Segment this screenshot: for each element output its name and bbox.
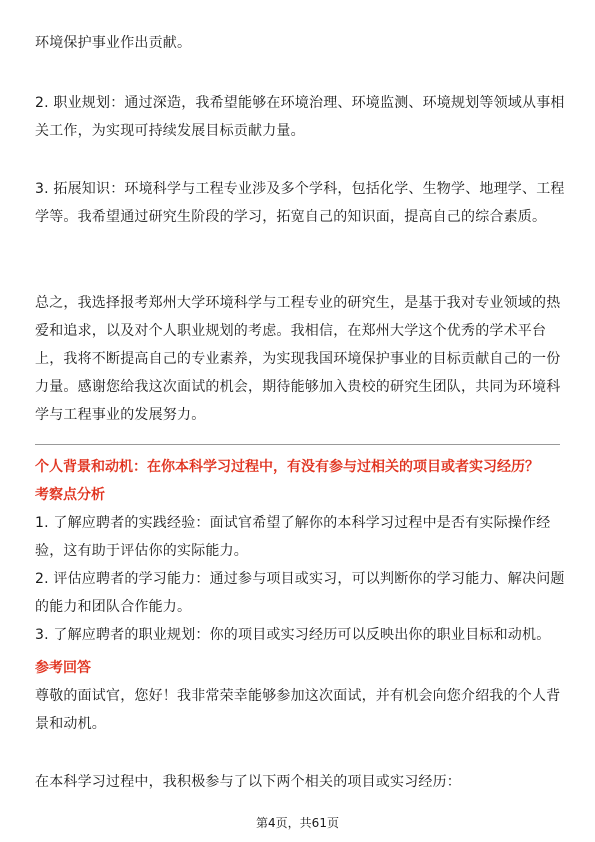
analysis-item-3: 3. 了解应聘者的职业规划：你的项目或实习经历可以反映出你的职业目标和动机。: [35, 627, 551, 643]
intro-point-2: 2. 职业规划：通过深造，我希望能够在环境治理、环境监测、环境规划等领域从事相关工作，为实现可持续发展目标贡献力量。: [35, 95, 565, 139]
intro-summary: 总之，我选择报考郑州大学环境科学与工程专业的研究生，是基于我对专业领域的热爱和追求，以及对个人职业规划的考虑。我相信，在郑州大学这个优秀的学术平台上，我将不断提高自己的专业素养，为实现我国环境保护事业的目标贡献自己的一份力量。感谢您给我这次面试的机会，期待能够加入贵校的研究生团队，共同为环境科学与工程事业的发展努力。: [35, 295, 561, 423]
analysis-item-2: 2. 评估应聘者的学习能力：通过参与项目或实习，可以判断你的学习能力、解决问题的能力和团队合作能力。: [35, 571, 565, 615]
answer-paragraph-1: 尊敬的面试官，您好！我非常荣幸能够参加这次面试，并有机会向您介绍我的个人背景和动机。: [35, 688, 561, 732]
answer-paragraph-2: 在本科学习过程中，我积极参与了以下两个相关的项目或实习经历：: [35, 774, 461, 790]
intro-tail-line: 环境保护事业作出贡献。: [35, 35, 192, 51]
analysis-heading: 考察点分析: [35, 487, 105, 503]
answer-heading: 参考回答: [35, 660, 91, 676]
section-divider: [35, 444, 560, 445]
intro-point-3: 3. 拓展知识：环境科学与工程专业涉及多个学科，包括化学、生物学、地理学、工程学等。我希望通过研究生阶段的学习，拓宽自己的知识面，提高自己的综合素质。: [35, 181, 565, 225]
analysis-item-1: 1. 了解应聘者的实践经验：面试官希望了解你的本科学习过程中是否有实际操作经验，这有助于评估你的实际能力。: [35, 515, 551, 559]
page-number: 第4页，共61页: [256, 816, 339, 830]
question-title: 个人背景和动机：在你本科学习过程中，有没有参与过相关的项目或者实习经历？: [35, 459, 539, 475]
